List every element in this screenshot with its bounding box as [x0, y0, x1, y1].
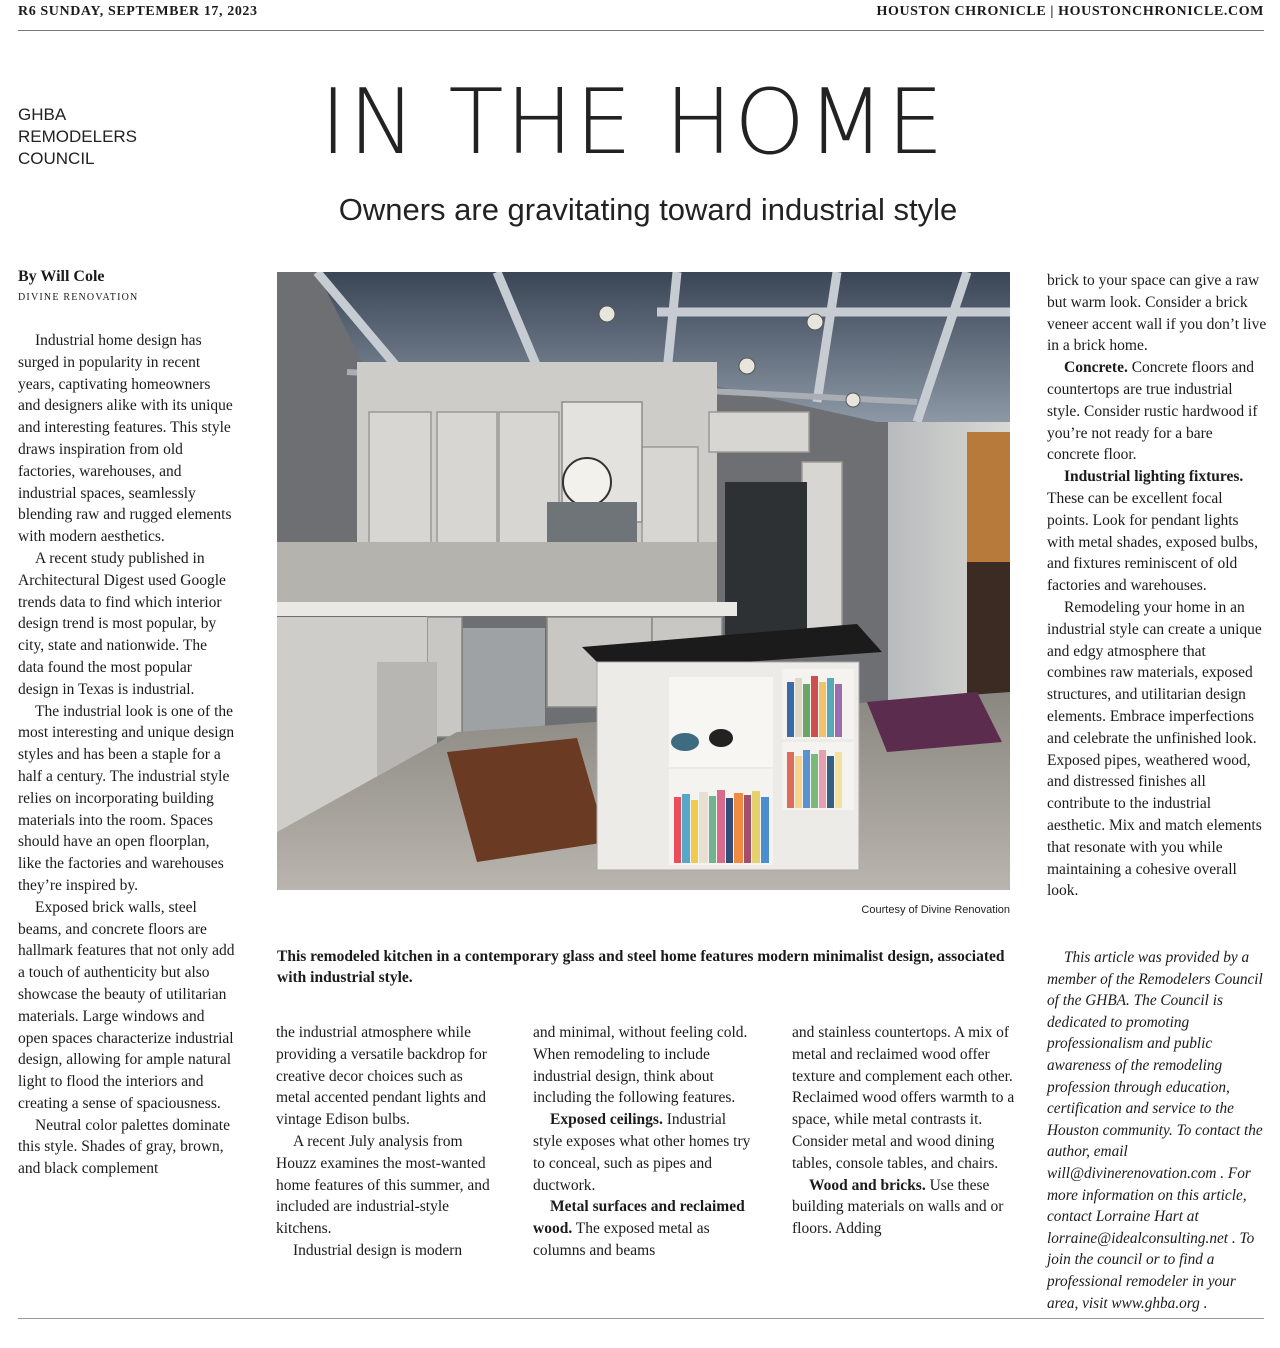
paragraph-text: These can be excellent focal points. Look for pendant lights with metal shades, exposed bulbs, and fixtures reminiscent of old factories and warehouses.: [1047, 489, 1258, 595]
paragraph: Exposed brick walls, steel beams, and concrete floors are hallmark features that not only add a touch of authenticity but also showcase the beauty of utilitarian materials. Large windows and open spaces characterize industrial design, allowing for ample natural light to flood the interiors and creating a sense of spaciousness.: [18, 898, 235, 1112]
paragraph: Industrial home design has surged in popularity in recent years, captivating homeowners and designers alike with its unique and interesting features. This style draws inspiration from old factories, warehouses, and industrial spaces, seamlessly blending raw and rugged elements with modern aesthetics.: [18, 332, 233, 546]
paragraph: the industrial atmosphere while providing a versatile backdrop for creative decor choices such as metal accented pendant lights and vintage Edison bulbs.: [276, 1024, 487, 1129]
paragraph: The industrial look is one of the most interesting and unique design styles and has been a staple for a half a century. The industrial style relies on incorporating building materials into the room. Spaces should have an open floorplan, like the factories and warehouses they’re inspired by.: [18, 702, 235, 894]
paragraph: and stainless countertops. A mix of metal and reclaimed wood offer texture and complement each other. Reclaimed wood offers warmth to a space, while metal contrasts it. Consider metal and wood dining tables, console tables, and chairs.: [792, 1024, 1015, 1172]
subhead-industrial-lighting: Industrial lighting fixtures.: [1064, 468, 1244, 486]
paragraph-text: Concrete floors and countertops are true industrial style. Consider rustic hardwood if you’re not ready for a bare concrete floor.: [1047, 359, 1258, 464]
paragraph: Industrial design is modern: [293, 1241, 463, 1259]
author-note-text: This article was provided by a member of the Remodelers Council of the GHBA. The Council is dedicated to promoting professionalism and public awareness of the remodeling profession through education, certification and service to the Houston community. To contact the author, email will@divinerenovation.com . For more information on this article, contact Lorraine Hart at lorraine@idealconsulting.net . To join the council or to find a professional remodeler in your area, visit www.ghba.org .: [1047, 949, 1263, 1312]
photo-credit: Courtesy of Divine Renovation: [861, 904, 1010, 916]
paragraph-text: Use these building materials on walls and or floors. Adding: [792, 1176, 1004, 1238]
paragraph: [533, 1196, 755, 1261]
author-note: [1047, 947, 1267, 1314]
bottom-rule: [18, 1318, 1264, 1319]
publication-name: HOUSTON CHRONICLE | HOUSTONCHRONICLE.COM: [876, 4, 1264, 19]
section-masthead: IN THE HOME: [320, 70, 946, 175]
paragraph: A recent July analysis from Houzz examines the most-wanted home features of this summer, and included are industrial-style kitchens.: [276, 1132, 490, 1238]
kitchen-photo: [277, 272, 1010, 890]
paragraph: [533, 1109, 755, 1196]
article-column-5: [1047, 270, 1267, 902]
article-column-3: [533, 1022, 755, 1262]
subhead-concrete: Concrete.: [1064, 359, 1128, 377]
photo-caption: This remodeled kitchen in a contemporary glass and steel home features modern minimalist design, associated with industrial style.: [277, 948, 1005, 986]
paragraph: [1047, 466, 1267, 597]
paragraph-text: Industrial style exposes what other homes try to conceal, such as pipes and ductwork.: [533, 1111, 751, 1194]
paragraph: Neutral color palettes dominate this style. Shades of gray, brown, and black complement: [18, 1116, 230, 1178]
kicker-line: GHBA: [18, 105, 67, 124]
article-column-2: [276, 1022, 494, 1262]
article-column-1: [18, 330, 236, 1180]
subhead-wood-bricks: Wood and bricks.: [809, 1176, 926, 1194]
paragraph: Remodeling your home in an industrial style can create a unique and edgy atmosphere that combines raw materials, exposed structures, and utilitarian design elements. Embrace imperfections and celebrate the unfinished look. Exposed pipes, weathered wood, and distressed finishes all contribute to the industrial aesthetic. Mix and match elements that resonate with you while maintaining a cohesive overall look.: [1047, 598, 1262, 900]
byline-author: By Will Cole: [18, 268, 105, 285]
paragraph: [1047, 357, 1267, 466]
byline-organization: DIVINE RENOVATION: [18, 292, 139, 303]
paragraph: and minimal, without feeling cold. When remodeling to include industrial design, think about including the following features.: [533, 1024, 748, 1107]
paragraph: brick to your space can give a raw but warm look. Consider a brick veneer accent wall if you don’t live in a brick home.: [1047, 272, 1267, 355]
section-kicker: [18, 104, 137, 170]
kicker-line: REMODELERS: [18, 127, 138, 146]
paragraph: [792, 1175, 1016, 1240]
kicker-line: COUNCIL: [18, 149, 95, 168]
article-headline: Owners are gravitating toward industrial style: [338, 192, 958, 227]
page-folio: R6 SUNDAY, SEPTEMBER 17, 2023: [18, 4, 258, 19]
top-rule: [18, 30, 1264, 31]
paragraph: A recent study published in Architectural Digest used Google trends data to find which interior design trend is most popular, by city, state and nationwide. The data found the most popular design in Texas is industrial.: [18, 549, 226, 698]
article-column-4: [792, 1022, 1016, 1240]
subhead-metal-surfaces: Metal surfaces and reclaimed wood.: [533, 1198, 745, 1238]
paragraph-text: The exposed metal as columns and beams: [533, 1220, 710, 1259]
subhead-exposed-ceilings: Exposed ceilings.: [550, 1111, 663, 1129]
